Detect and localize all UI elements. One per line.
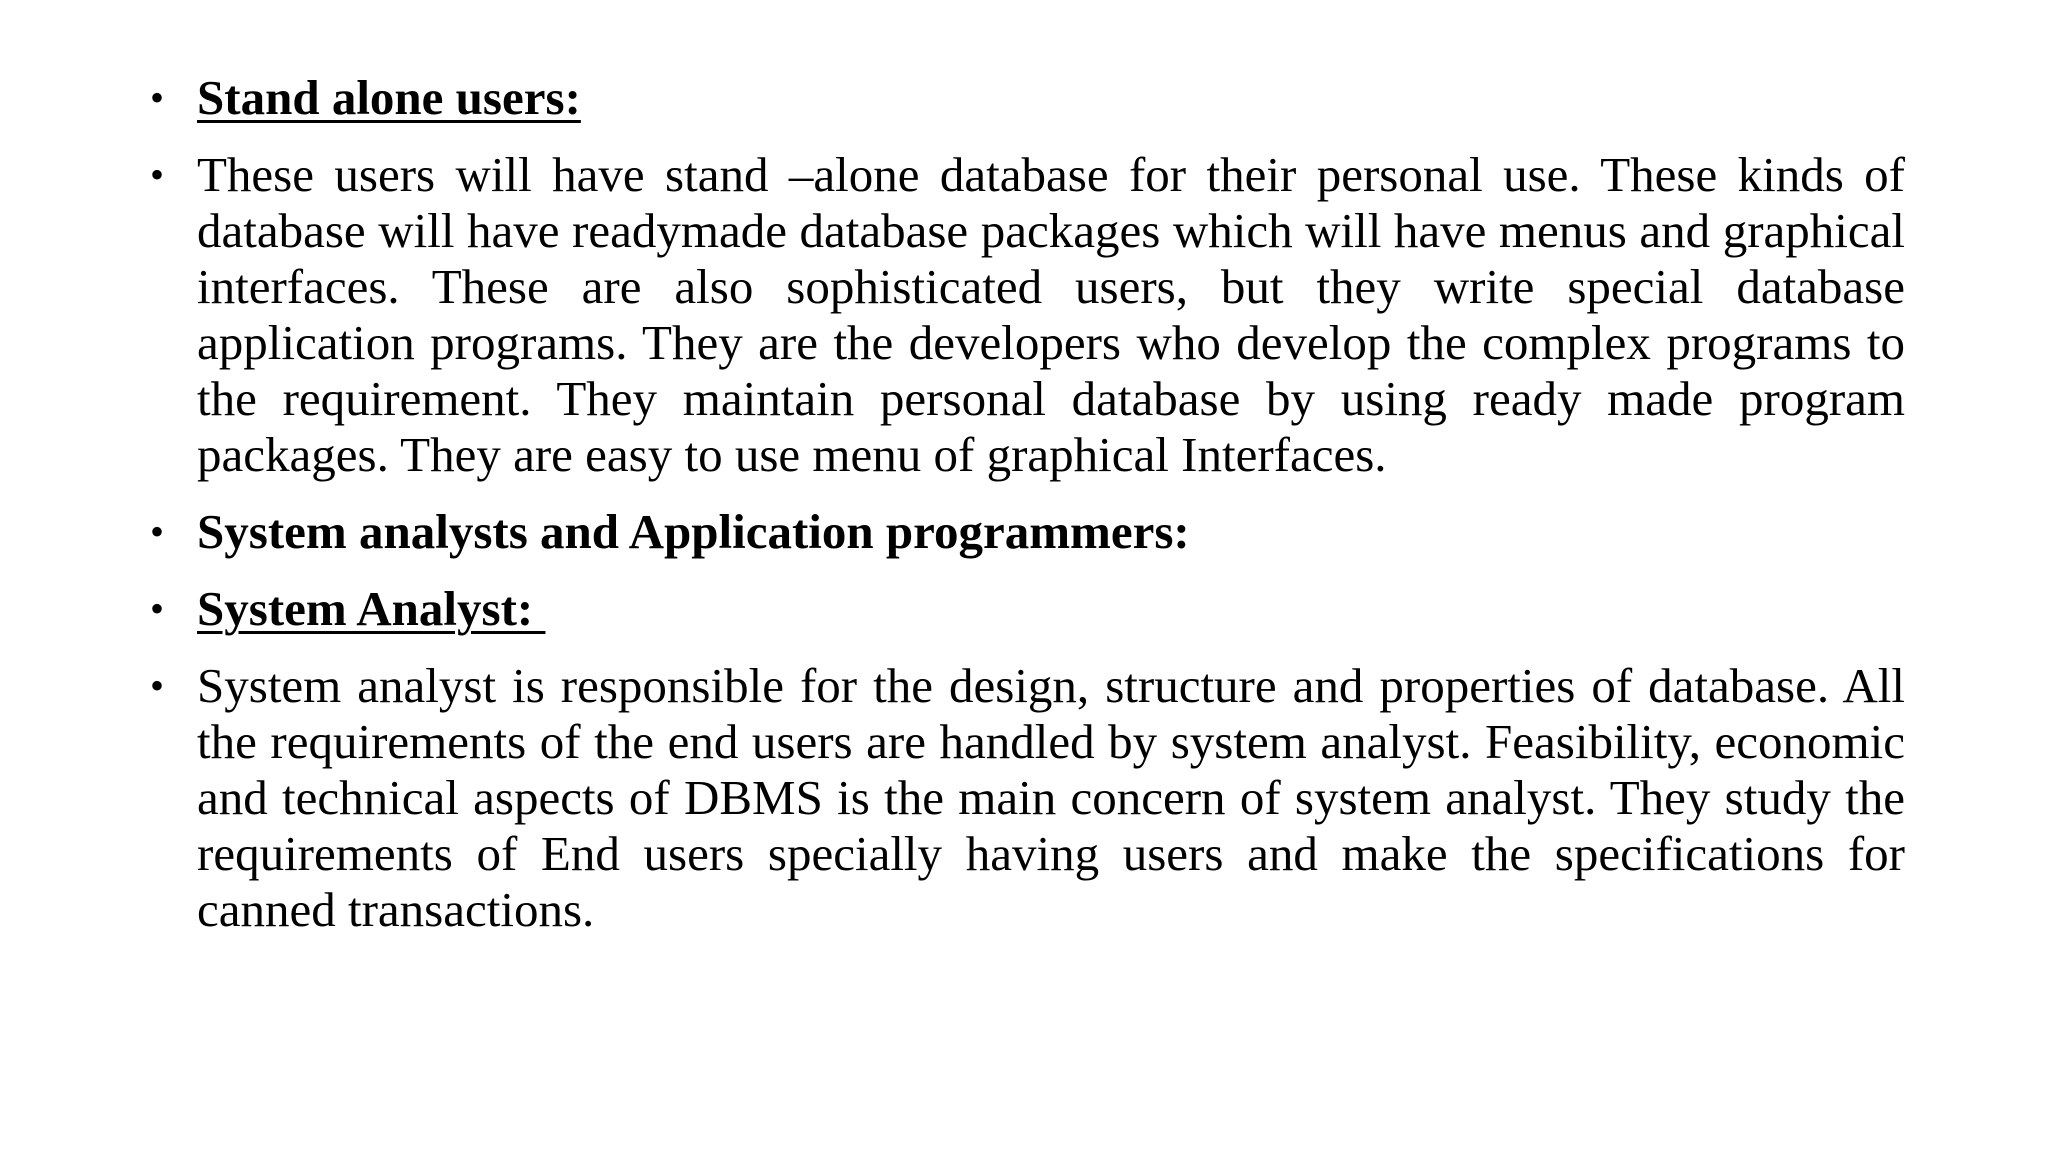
bullet-item-system-analyst-description	[150, 658, 1905, 938]
bullet-item-system-analyst-heading	[150, 581, 1905, 637]
bullet-item-stand-alone-heading	[150, 70, 1905, 126]
bullet-icon: •	[150, 152, 165, 197]
heading-system-analyst: System Analyst:	[197, 581, 546, 636]
stand-alone-users-paragraph: These users will have stand –alone database for their personal use. These kinds of database will have readymade database packages which will have menus and graphical interfaces. These are also sophisticated users, but they write special database application programs. They are the developers who develop the complex programs to the requirement. They maintain personal database by using ready made program packages. They are easy to use menu of graphical Interfaces.	[197, 147, 1905, 482]
heading-stand-alone-users: Stand alone users:	[197, 70, 581, 125]
bullet-list	[150, 70, 1905, 959]
bullet-icon: •	[150, 586, 165, 631]
bullet-item-stand-alone-description	[150, 147, 1905, 483]
bullet-icon: •	[150, 509, 165, 554]
bullet-icon: •	[150, 663, 165, 708]
bullet-icon: •	[150, 75, 165, 120]
system-analyst-paragraph: System analyst is responsible for the design, structure and properties of database. All the requirements of the end users are handled by system analyst. Feasibility, economic and technical aspects of DBMS is the main concern of system analyst. They study the requirements of End users specially having users and make the specifications for canned transactions.	[197, 658, 1905, 937]
bullet-item-analysts-heading	[150, 504, 1905, 560]
heading-system-analysts-and-programmers: System analysts and Application programmers:	[197, 504, 1190, 559]
